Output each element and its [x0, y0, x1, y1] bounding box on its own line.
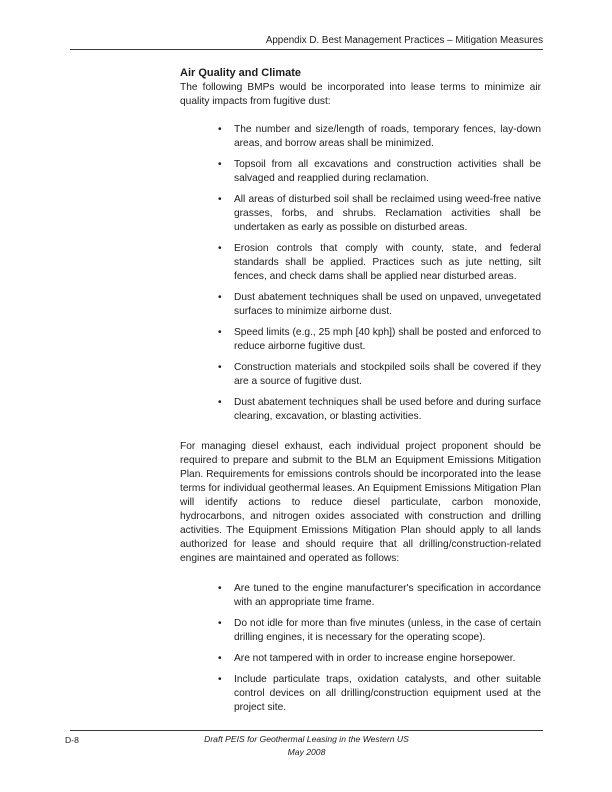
- footer-date: May 2008: [287, 747, 326, 757]
- bullet-icon: •: [218, 362, 222, 373]
- list-item: [218, 361, 541, 389]
- bullet-icon: •: [218, 583, 222, 594]
- engine-requirements-list: [180, 582, 541, 715]
- list-item-text: Topsoil from all excavations and construction activities shall be salvaged and reapplied during reclamation.: [234, 159, 541, 184]
- list-item: [218, 123, 541, 151]
- bullet-icon: •: [218, 397, 222, 408]
- page-number: D-8: [65, 735, 79, 745]
- running-header: [70, 35, 543, 50]
- list-item: [218, 582, 541, 610]
- list-item: [218, 193, 541, 235]
- section-heading: Air Quality and Climate: [180, 67, 302, 79]
- list-item-text: Dust abatement techniques shall be used before and during surface clearing, excavation, or blasting activities.: [234, 397, 541, 422]
- bullet-icon: •: [218, 674, 222, 685]
- intro-paragraph: The following BMPs would be incorporated into lease terms to minimize air quality impacts from fugitive dust:: [180, 82, 541, 107]
- list-item: [218, 326, 541, 354]
- bullet-icon: •: [218, 194, 222, 205]
- list-item-text: Construction materials and stockpiled soils shall be covered if they are a source of fugitive dust.: [234, 362, 541, 387]
- list-item-text: Are not tampered with in order to increase engine horsepower.: [234, 653, 516, 664]
- list-item: [218, 396, 541, 424]
- body-paragraph: For managing diesel exhaust, each individual project proponent should be required to prepare and submit to the BLM an Equipment Emissions Mitigation Plan. Requirements for emissions controls should be incorporated into the lease terms for individual geothermal leases. An Equipment Emissions Mitigation Plan will identify actions to reduce diesel particulate, carbon monoxide, hydrocarbons, and nitrogen oxides associated with construction and drilling activities. The Equipment Emissions Mitigation Plan should apply to all lands authorized for lease and should require that all drilling/construction-related engines are maintained and operated as follows:: [180, 441, 541, 564]
- running-header-text: Appendix D. Best Management Practices – Mitigation Measures: [265, 35, 543, 46]
- list-item: [218, 652, 541, 666]
- list-item-text: Dust abatement techniques shall be used on unpaved, unvegetated surfaces to minimize airborne dust.: [234, 292, 541, 317]
- dust-bmp-list: [180, 123, 541, 424]
- bullet-icon: •: [218, 618, 222, 629]
- list-item: [218, 617, 541, 645]
- bullet-icon: •: [218, 653, 222, 664]
- bullet-icon: •: [218, 243, 222, 254]
- list-item-text: The number and size/length of roads, temporary fences, lay-down areas, and borrow areas shall be minimized.: [234, 124, 541, 149]
- list-item-text: Include particulate traps, oxidation catalysts, and other suitable control devices on all drilling/construction equipment used at the project site.: [234, 674, 541, 713]
- list-item-text: All areas of disturbed soil shall be reclaimed using weed-free native grasses, forbs, and shrubs. Reclamation activities shall be undertaken as early as possible on disturbed areas.: [234, 194, 541, 233]
- footer-rule: [70, 730, 543, 731]
- footer-doc-title: Draft PEIS for Geothermal Leasing in the Western US: [204, 734, 409, 744]
- bullet-icon: •: [218, 327, 222, 338]
- list-item-text: Erosion controls that comply with county, state, and federal standards shall be applied. Practices such as jute netting, silt fences, and check dams shall be applied near disturbed areas.: [234, 243, 541, 282]
- list-item: [218, 291, 541, 319]
- bullet-icon: •: [218, 292, 222, 303]
- footer-center: [70, 733, 543, 759]
- bullet-icon: •: [218, 159, 222, 170]
- bullet-icon: •: [218, 124, 222, 135]
- list-item-text: Are tuned to the engine manufacturer's specification in accordance with an appropriate time frame.: [234, 583, 541, 608]
- list-item: [218, 673, 541, 715]
- list-item: [218, 242, 541, 284]
- main-text-block: [180, 66, 541, 715]
- list-item: [218, 158, 541, 186]
- list-item-text: Do not idle for more than five minutes (unless, in the case of certain drilling engines, it is necessary for the operating scope).: [234, 618, 541, 643]
- list-item-text: Speed limits (e.g., 25 mph [40 kph]) shall be posted and enforced to reduce airborne fugitive dust.: [234, 327, 541, 352]
